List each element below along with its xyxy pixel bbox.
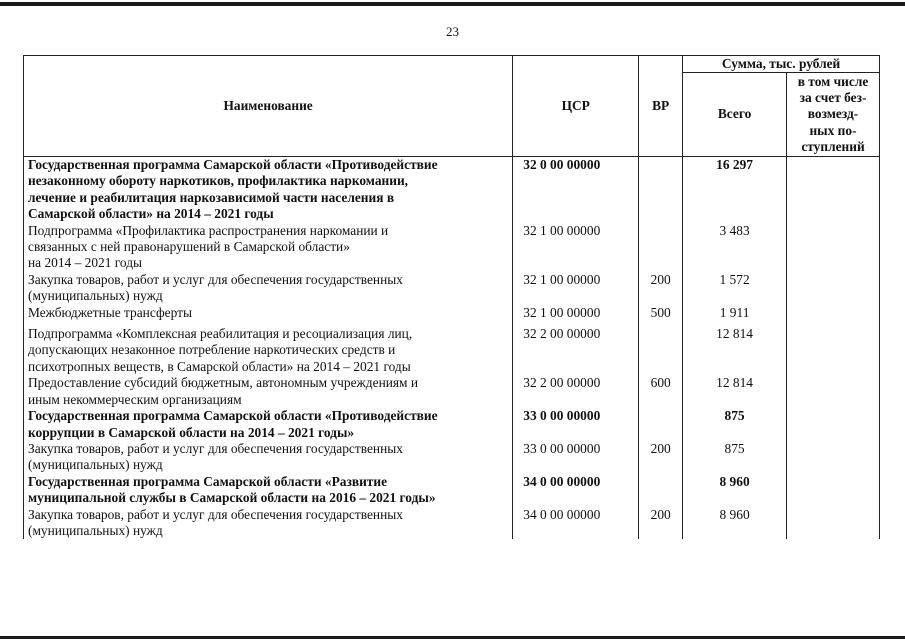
page-number: 23 xyxy=(446,24,459,39)
table-row xyxy=(24,474,880,507)
row-total: 16 297 xyxy=(683,157,787,223)
table-row xyxy=(24,441,880,474)
table-row xyxy=(24,507,880,540)
row-vr xyxy=(639,408,683,441)
row-csr: 32 2 00 00000 xyxy=(513,321,639,375)
header-total: Всего xyxy=(683,73,787,157)
row-total: 875 xyxy=(683,441,787,474)
row-free xyxy=(787,375,880,408)
header-free-line: ступлений xyxy=(801,138,865,154)
row-total: 875 xyxy=(683,408,787,441)
row-name-line: Подпрограмма «Профилактика распространения наркомании и xyxy=(28,222,389,238)
row-total: 8 960 xyxy=(683,474,787,507)
header-vr: ВР xyxy=(639,56,683,157)
row-name-line: Закупка товаров, работ и услуг для обеспечения государственных xyxy=(28,440,403,456)
header-sum: Сумма, тыс. рублей xyxy=(683,56,880,73)
header-name: Наименование xyxy=(24,56,513,157)
row-name-line: муниципальной службы в Самарской области на 2016 – 2021 годы» xyxy=(28,490,436,506)
table-row xyxy=(24,305,880,321)
row-free xyxy=(787,474,880,507)
row-free xyxy=(787,157,880,223)
table-row xyxy=(24,408,880,441)
row-csr: 34 0 00 00000 xyxy=(513,474,639,507)
header-csr: ЦСР xyxy=(513,56,639,157)
row-free xyxy=(787,507,880,540)
header-free-line: ных по- xyxy=(809,122,857,138)
row-name-line: незаконному обороту наркотиков, профилактика наркомании, xyxy=(28,173,409,189)
row-vr xyxy=(639,157,683,223)
row-free xyxy=(787,305,880,321)
row-csr: 32 1 00 00000 xyxy=(513,305,639,321)
row-csr: 33 0 00 00000 xyxy=(513,441,639,474)
row-name-line: Подпрограмма «Комплексная реабилитация и ресоциализация лиц, xyxy=(28,326,413,342)
row-free xyxy=(787,321,880,375)
row-total: 1 572 xyxy=(683,272,787,305)
row-name xyxy=(24,223,513,272)
row-vr xyxy=(639,474,683,507)
row-vr: 500 xyxy=(639,305,683,321)
row-vr: 200 xyxy=(639,272,683,305)
top-rule xyxy=(0,2,905,6)
row-name-line: иным некоммерческим организациям xyxy=(28,391,242,407)
row-vr xyxy=(639,321,683,375)
row-vr: 200 xyxy=(639,441,683,474)
table-row xyxy=(24,157,880,223)
header-free-line: в том числе xyxy=(797,74,869,89)
row-vr: 200 xyxy=(639,507,683,540)
row-free xyxy=(787,272,880,305)
row-csr: 33 0 00 00000 xyxy=(513,408,639,441)
row-vr xyxy=(639,223,683,272)
row-name-line: Государственная программа Самарской области «Развитие xyxy=(28,473,388,489)
row-name-line: Самарской области» на 2014 – 2021 годы xyxy=(28,206,274,222)
row-csr: 32 0 00 00000 xyxy=(513,157,639,223)
table-row xyxy=(24,272,880,305)
row-name-line: Закупка товаров, работ и услуг для обеспечения государственных xyxy=(28,506,403,522)
row-total: 1 911 xyxy=(683,305,787,321)
budget-table xyxy=(23,55,880,539)
row-vr: 600 xyxy=(639,375,683,408)
row-name-line: Межбюджетные трансферты xyxy=(28,304,192,320)
row-name-line: допускающих незаконное потребление наркотических средств и xyxy=(28,342,396,358)
row-name xyxy=(24,272,513,305)
row-name xyxy=(24,507,513,540)
row-name-line: лечение и реабилитация наркозависимой части населения в xyxy=(28,189,395,205)
header-free xyxy=(787,73,880,157)
row-name-line: связанных с ней правонарушений в Самарской области» xyxy=(28,239,350,255)
row-name-line: Государственная программа Самарской области «Противодействие xyxy=(28,157,438,173)
row-free xyxy=(787,441,880,474)
row-name xyxy=(24,408,513,441)
row-name-line: Государственная программа Самарской области «Противодействие xyxy=(28,408,438,424)
table-row xyxy=(24,375,880,408)
row-name-line: психотропных веществ, в Самарской области» на 2014 – 2021 годы xyxy=(28,358,411,374)
row-free xyxy=(787,408,880,441)
table-row xyxy=(24,321,880,375)
header-free-line: возмезд- xyxy=(807,106,859,122)
row-name-line: (муниципальных) нужд xyxy=(28,457,163,473)
row-name-line: коррупции в Самарской области на 2014 – 2021 годы» xyxy=(28,424,355,440)
table-body xyxy=(24,157,880,540)
row-name-line: на 2014 – 2021 годы xyxy=(28,255,143,271)
row-csr: 34 0 00 00000 xyxy=(513,507,639,540)
row-free xyxy=(787,223,880,272)
row-csr: 32 2 00 00000 xyxy=(513,375,639,408)
row-name xyxy=(24,441,513,474)
row-total: 12 814 xyxy=(683,321,787,375)
row-total: 3 483 xyxy=(683,223,787,272)
row-csr: 32 1 00 00000 xyxy=(513,223,639,272)
row-name xyxy=(24,305,513,321)
row-name-line: Закупка товаров, работ и услуг для обеспечения государственных xyxy=(28,271,403,287)
row-name xyxy=(24,474,513,507)
table-row xyxy=(24,223,880,272)
header-free-line: за счет без- xyxy=(799,90,867,106)
row-total: 8 960 xyxy=(683,507,787,540)
row-name xyxy=(24,375,513,408)
row-name-line: (муниципальных) нужд xyxy=(28,288,163,304)
row-total: 12 814 xyxy=(683,375,787,408)
row-name-line: (муниципальных) нужд xyxy=(28,522,163,538)
row-name xyxy=(24,157,513,223)
row-name xyxy=(24,321,513,375)
bottom-rule xyxy=(0,636,905,639)
row-csr: 32 1 00 00000 xyxy=(513,272,639,305)
row-name-line: Предоставление субсидий бюджетным, автономным учреждениям и xyxy=(28,375,419,391)
